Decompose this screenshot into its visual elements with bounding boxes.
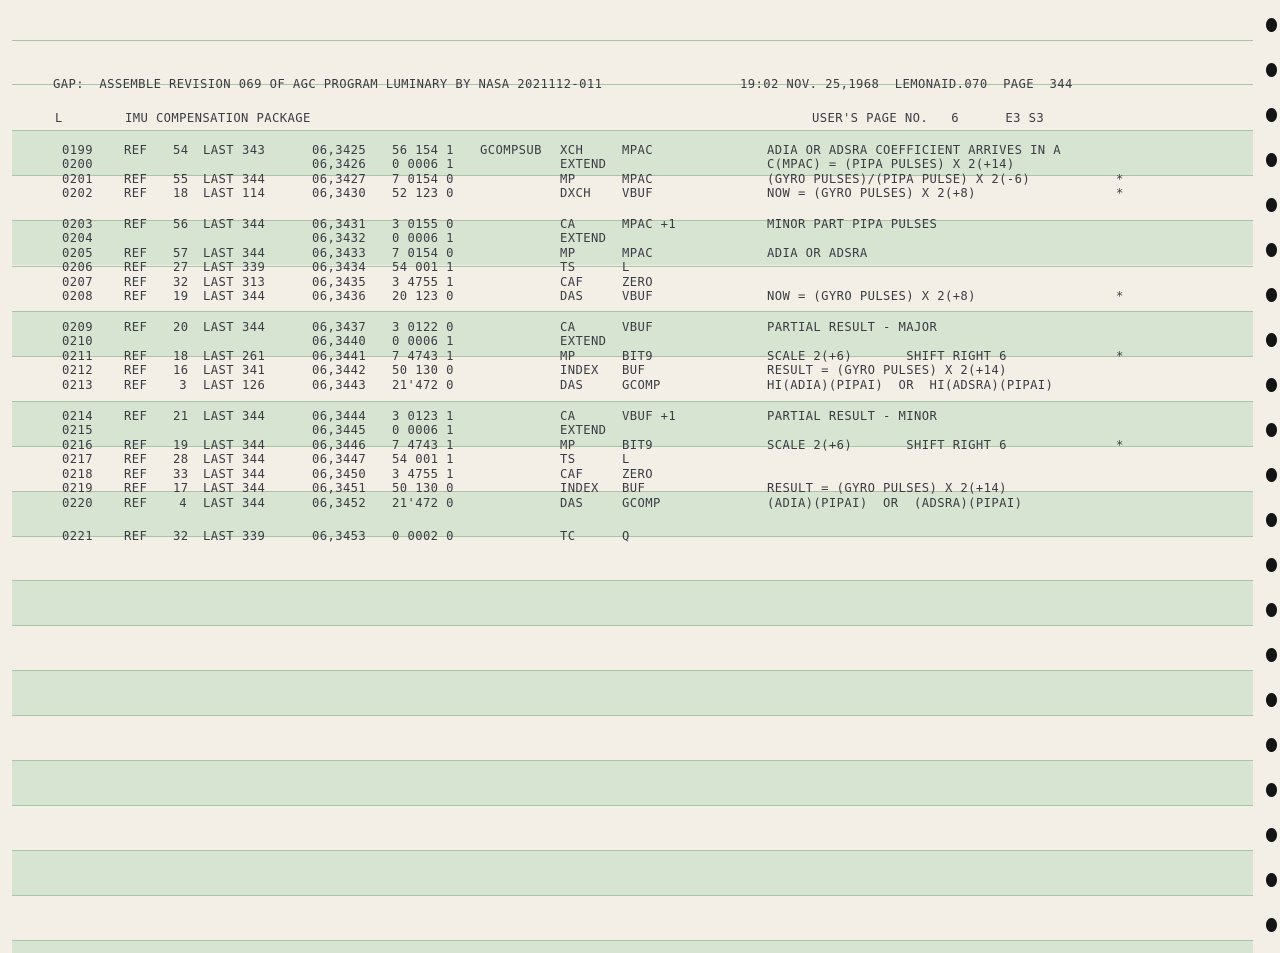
header-timestamp: 19:02 NOV. 25,1968 LEMONAID.070 PAGE 344: [740, 77, 1073, 91]
ref-number: 32: [173, 275, 189, 289]
opcode: EXTEND: [560, 334, 607, 348]
listing-row: [0, 260, 1200, 275]
tractor-feed-hole: [1266, 333, 1277, 347]
listing-row: [0, 349, 1200, 364]
last-label: LAST: [203, 320, 234, 334]
last-label: LAST: [203, 143, 234, 157]
listing-row: [0, 246, 1200, 261]
header-title: GAP: ASSEMBLE REVISION 069 OF AGC PROGRAM LUMINARY BY NASA 2021112-011: [53, 77, 603, 91]
listing-row: [0, 172, 1200, 187]
ref-number: 28: [173, 452, 189, 466]
comment: NOW = (GYRO PULSES) X 2(+8): [767, 289, 976, 303]
tractor-feed-hole: [1266, 108, 1277, 122]
ref-number: 57: [173, 246, 189, 260]
listing-row: [0, 320, 1200, 335]
last-number: 344: [242, 320, 266, 334]
last-number: 341: [242, 363, 266, 377]
comment: C(MPAC) = (PIPA PULSES) X 2(+14): [767, 157, 1015, 171]
machine-code: 21'472 0: [392, 378, 454, 392]
address: 06,3437: [312, 320, 367, 334]
line-number: 0217: [62, 452, 93, 466]
line-number: 0208: [62, 289, 93, 303]
ref-number: 55: [173, 172, 189, 186]
last-number: 339: [242, 260, 266, 274]
listing-row: [0, 378, 1200, 393]
listing-row: [0, 231, 1200, 246]
ref-number: 21: [173, 409, 189, 423]
comment: RESULT = (GYRO PULSES) X 2(+14): [767, 481, 1007, 495]
last-number: 344: [242, 481, 266, 495]
ref-number: 17: [173, 481, 189, 495]
last-label: LAST: [203, 438, 234, 452]
listing-row: [0, 452, 1200, 467]
comment: RESULT = (GYRO PULSES) X 2(+14): [767, 363, 1007, 377]
address: 06,3432: [312, 231, 367, 245]
listing-row: [0, 217, 1200, 232]
line-number: 0213: [62, 378, 93, 392]
last-number: 344: [242, 496, 266, 510]
ref-number: 56: [173, 217, 189, 231]
ref-label: REF: [124, 289, 148, 303]
ref-label: REF: [124, 349, 148, 363]
tractor-feed-hole: [1266, 603, 1277, 617]
comment-star: *: [1116, 289, 1124, 303]
operand: ZERO: [622, 275, 653, 289]
last-label: LAST: [203, 409, 234, 423]
line-number: 0212: [62, 363, 93, 377]
green-bar-band: [12, 940, 1253, 953]
machine-code: 3 0155 0: [392, 217, 454, 231]
tractor-feed-hole: [1266, 468, 1277, 482]
ref-label: REF: [124, 246, 148, 260]
header-line-2: [0, 111, 1045, 126]
tractor-feed-hole: [1266, 153, 1277, 167]
line-number: 0218: [62, 467, 93, 481]
address: 06,3435: [312, 275, 367, 289]
address: 06,3431: [312, 217, 367, 231]
line-number: 0210: [62, 334, 93, 348]
comment-star: *: [1116, 172, 1124, 186]
ref-number: 32: [173, 529, 189, 543]
last-label: LAST: [203, 363, 234, 377]
line-number: 0202: [62, 186, 93, 200]
machine-code: 3 0123 1: [392, 409, 454, 423]
last-number: 344: [242, 467, 266, 481]
machine-code: 7 4743 1: [392, 438, 454, 452]
opcode: EXTEND: [560, 231, 607, 245]
line-number: 0203: [62, 217, 93, 231]
tractor-feed-hole: [1266, 63, 1277, 77]
ref-number: 19: [173, 438, 189, 452]
machine-code: 52 123 0: [392, 186, 454, 200]
last-number: 343: [242, 143, 266, 157]
ref-number: 20: [173, 320, 189, 334]
tractor-feed-hole: [1266, 423, 1277, 437]
address: 06,3443: [312, 378, 367, 392]
last-label: LAST: [203, 452, 234, 466]
opcode: CAF: [560, 275, 584, 289]
last-label: LAST: [203, 275, 234, 289]
address: 06,3427: [312, 172, 367, 186]
address: 06,3430: [312, 186, 367, 200]
tractor-feed-hole: [1266, 378, 1277, 392]
operand: MPAC: [622, 172, 653, 186]
operand: GCOMP: [622, 378, 661, 392]
opcode: EXTEND: [560, 423, 607, 437]
tractor-feed-hole: [1266, 828, 1277, 842]
comment-star: *: [1116, 186, 1124, 200]
paper-rule: [12, 805, 1253, 806]
last-label: LAST: [203, 186, 234, 200]
listing-row: [0, 467, 1200, 482]
ref-label: REF: [124, 275, 148, 289]
operand: VBUF: [622, 320, 653, 334]
paper-rule: [12, 130, 1253, 131]
comment-star: *: [1116, 349, 1124, 363]
ref-label: REF: [124, 452, 148, 466]
last-number: 313: [242, 275, 266, 289]
ref-number: 3: [179, 378, 187, 392]
operand: VBUF: [622, 289, 653, 303]
paper-rule: [12, 715, 1253, 716]
opcode: DAS: [560, 378, 584, 392]
paper-rule: [12, 760, 1253, 761]
machine-code: 0 0006 1: [392, 157, 454, 171]
last-label: LAST: [203, 467, 234, 481]
listing-row: [0, 186, 1200, 201]
comment: PARTIAL RESULT - MAJOR: [767, 320, 938, 334]
opcode: TC: [560, 529, 576, 543]
line-number: 0215: [62, 423, 93, 437]
machine-code: 7 0154 0: [392, 172, 454, 186]
ref-number: 54: [173, 143, 189, 157]
line-number: 0205: [62, 246, 93, 260]
last-label: LAST: [203, 217, 234, 231]
ref-label: REF: [124, 320, 148, 334]
ref-label: REF: [124, 467, 148, 481]
machine-code: 50 130 0: [392, 363, 454, 377]
green-bar-band: [12, 850, 1253, 895]
tractor-feed-hole: [1266, 738, 1277, 752]
last-label: LAST: [203, 481, 234, 495]
line-number: 0221: [62, 529, 93, 543]
last-number: 344: [242, 409, 266, 423]
symbol-label: GCOMPSUB: [480, 143, 542, 157]
listing-row: [0, 529, 1200, 544]
last-label: LAST: [203, 246, 234, 260]
last-number: 344: [242, 172, 266, 186]
listing-row: [0, 423, 1200, 438]
opcode: EXTEND: [560, 157, 607, 171]
comment: SCALE 2(+6) SHIFT RIGHT 6: [767, 349, 1007, 363]
opcode: DAS: [560, 289, 584, 303]
last-label: LAST: [203, 172, 234, 186]
tractor-feed-hole: [1266, 198, 1277, 212]
last-number: 344: [242, 217, 266, 231]
listing-row: [0, 157, 1200, 172]
green-bar-band: [12, 580, 1253, 625]
ref-number: 19: [173, 289, 189, 303]
ref-label: REF: [124, 529, 148, 543]
address: 06,3451: [312, 481, 367, 495]
opcode: CA: [560, 320, 576, 334]
green-bar-band: [12, 670, 1253, 715]
line-number: 0201: [62, 172, 93, 186]
machine-code: 7 4743 1: [392, 349, 454, 363]
paper-rule: [12, 625, 1253, 626]
operand: MPAC: [622, 143, 653, 157]
paper-rule: [12, 940, 1253, 941]
comment: ADIA OR ADSRA COEFFICIENT ARRIVES IN A: [767, 143, 1062, 157]
machine-code: 21'472 0: [392, 496, 454, 510]
last-number: 114: [242, 186, 266, 200]
operand: MPAC: [622, 246, 653, 260]
comment: SCALE 2(+6) SHIFT RIGHT 6: [767, 438, 1007, 452]
last-label: LAST: [203, 496, 234, 510]
ref-label: REF: [124, 260, 148, 274]
machine-code: 54 001 1: [392, 452, 454, 466]
tractor-feed-hole: [1266, 693, 1277, 707]
last-number: 344: [242, 452, 266, 466]
address: 06,3447: [312, 452, 367, 466]
last-label: LAST: [203, 529, 234, 543]
last-number: 344: [242, 289, 266, 303]
ref-label: REF: [124, 186, 148, 200]
line-number: 0220: [62, 496, 93, 510]
last-label: LAST: [203, 349, 234, 363]
opcode: MP: [560, 349, 576, 363]
operand: GCOMP: [622, 496, 661, 510]
line-number: 0216: [62, 438, 93, 452]
line-number: 0200: [62, 157, 93, 171]
paper-rule: [12, 401, 1253, 402]
header-user-page: USER'S PAGE NO. 6 E3 S3: [812, 111, 1045, 125]
ref-label: REF: [124, 409, 148, 423]
listing-row: [0, 334, 1200, 349]
paper-rule: [12, 311, 1253, 312]
line-number: 0219: [62, 481, 93, 495]
opcode: MP: [560, 172, 576, 186]
line-number: 0211: [62, 349, 93, 363]
line-number: 0206: [62, 260, 93, 274]
comment: (ADIA)(PIPAI) OR (ADSRA)(PIPAI): [767, 496, 1023, 510]
address: 06,3450: [312, 467, 367, 481]
opcode: MP: [560, 246, 576, 260]
opcode: CA: [560, 409, 576, 423]
last-label: LAST: [203, 378, 234, 392]
paper-rule: [12, 670, 1253, 671]
machine-code: 50 130 0: [392, 481, 454, 495]
opcode: XCH: [560, 143, 584, 157]
ref-number: 16: [173, 363, 189, 377]
address: 06,3426: [312, 157, 367, 171]
operand: MPAC +1: [622, 217, 677, 231]
listing-row: [0, 438, 1200, 453]
opcode: CA: [560, 217, 576, 231]
tractor-feed-hole: [1266, 513, 1277, 527]
header-line-1: [0, 77, 1073, 92]
ref-number: 27: [173, 260, 189, 274]
operand: VBUF +1: [622, 409, 677, 423]
operand: Q: [622, 529, 630, 543]
tractor-feed-hole: [1266, 558, 1277, 572]
listing-row: [0, 363, 1200, 378]
opcode: DXCH: [560, 186, 591, 200]
paper-rule: [12, 580, 1253, 581]
paper-rule: [12, 850, 1253, 851]
line-number: 0204: [62, 231, 93, 245]
address: 06,3452: [312, 496, 367, 510]
listing-row: [0, 481, 1200, 496]
ref-number: 33: [173, 467, 189, 481]
machine-code: 0 0006 1: [392, 334, 454, 348]
ref-label: REF: [124, 438, 148, 452]
machine-code: 0 0006 1: [392, 423, 454, 437]
paper-rule: [12, 895, 1253, 896]
address: 06,3445: [312, 423, 367, 437]
tractor-feed-hole: [1266, 783, 1277, 797]
opcode: INDEX: [560, 363, 599, 377]
ref-number: 4: [179, 496, 187, 510]
operand: ZERO: [622, 467, 653, 481]
line-number: 0199: [62, 143, 93, 157]
operand: L: [622, 260, 630, 274]
operand: BUF: [622, 363, 646, 377]
ref-label: REF: [124, 481, 148, 495]
machine-code: 3 4755 1: [392, 467, 454, 481]
comment: (GYRO PULSES)/(PIPA PULSE) X 2(-6): [767, 172, 1031, 186]
listing-row: [0, 409, 1200, 424]
address: 06,3441: [312, 349, 367, 363]
ref-number: 18: [173, 349, 189, 363]
comment: ADIA OR ADSRA: [767, 246, 868, 260]
address: 06,3433: [312, 246, 367, 260]
comment-star: *: [1116, 438, 1124, 452]
machine-code: 0 0002 0: [392, 529, 454, 543]
machine-code: 3 4755 1: [392, 275, 454, 289]
opcode: INDEX: [560, 481, 599, 495]
paper-rule: [12, 40, 1253, 41]
ref-label: REF: [124, 378, 148, 392]
listing-row: [0, 275, 1200, 290]
header-package-name: IMU COMPENSATION PACKAGE: [125, 111, 311, 125]
last-label: LAST: [203, 260, 234, 274]
line-number: 0207: [62, 275, 93, 289]
address: 06,3425: [312, 143, 367, 157]
address: 06,3440: [312, 334, 367, 348]
ref-label: REF: [124, 496, 148, 510]
ref-label: REF: [124, 363, 148, 377]
machine-code: 0 0006 1: [392, 231, 454, 245]
tractor-feed-hole: [1266, 288, 1277, 302]
ref-label: REF: [124, 143, 148, 157]
last-number: 126: [242, 378, 266, 392]
opcode: MP: [560, 438, 576, 452]
tractor-feed-hole: [1266, 918, 1277, 932]
address: 06,3444: [312, 409, 367, 423]
last-number: 339: [242, 529, 266, 543]
comment: HI(ADIA)(PIPAI) OR HI(ADSRA)(PIPAI): [767, 378, 1054, 392]
tractor-feed-hole: [1266, 873, 1277, 887]
machine-code: 54 001 1: [392, 260, 454, 274]
opcode: TS: [560, 260, 576, 274]
comment: NOW = (GYRO PULSES) X 2(+8): [767, 186, 976, 200]
machine-code: 3 0122 0: [392, 320, 454, 334]
green-bar-band: [12, 760, 1253, 805]
last-number: 344: [242, 246, 266, 260]
address: 06,3434: [312, 260, 367, 274]
operand: BIT9: [622, 438, 653, 452]
comment: MINOR PART PIPA PULSES: [767, 217, 938, 231]
line-number: 0209: [62, 320, 93, 334]
machine-code: 7 0154 0: [392, 246, 454, 260]
opcode: TS: [560, 452, 576, 466]
machine-code: 56 154 1: [392, 143, 454, 157]
line-number: 0214: [62, 409, 93, 423]
machine-code: 20 123 0: [392, 289, 454, 303]
ref-label: REF: [124, 172, 148, 186]
operand: BUF: [622, 481, 646, 495]
last-label: LAST: [203, 289, 234, 303]
address: 06,3446: [312, 438, 367, 452]
address: 06,3436: [312, 289, 367, 303]
listing-row: [0, 143, 1200, 158]
ref-number: 18: [173, 186, 189, 200]
tractor-feed-hole: [1266, 243, 1277, 257]
tractor-feed-hole: [1266, 648, 1277, 662]
ref-label: REF: [124, 217, 148, 231]
operand: VBUF: [622, 186, 653, 200]
operand: BIT9: [622, 349, 653, 363]
tractor-feed-hole: [1266, 18, 1277, 32]
opcode: CAF: [560, 467, 584, 481]
last-number: 344: [242, 438, 266, 452]
opcode: DAS: [560, 496, 584, 510]
address: 06,3453: [312, 529, 367, 543]
operand: L: [622, 452, 630, 466]
last-number: 261: [242, 349, 266, 363]
listing-row: [0, 496, 1200, 511]
address: 06,3442: [312, 363, 367, 377]
listing-row: [0, 289, 1200, 304]
comment: PARTIAL RESULT - MINOR: [767, 409, 938, 423]
header-listing-flag: L: [55, 111, 63, 125]
